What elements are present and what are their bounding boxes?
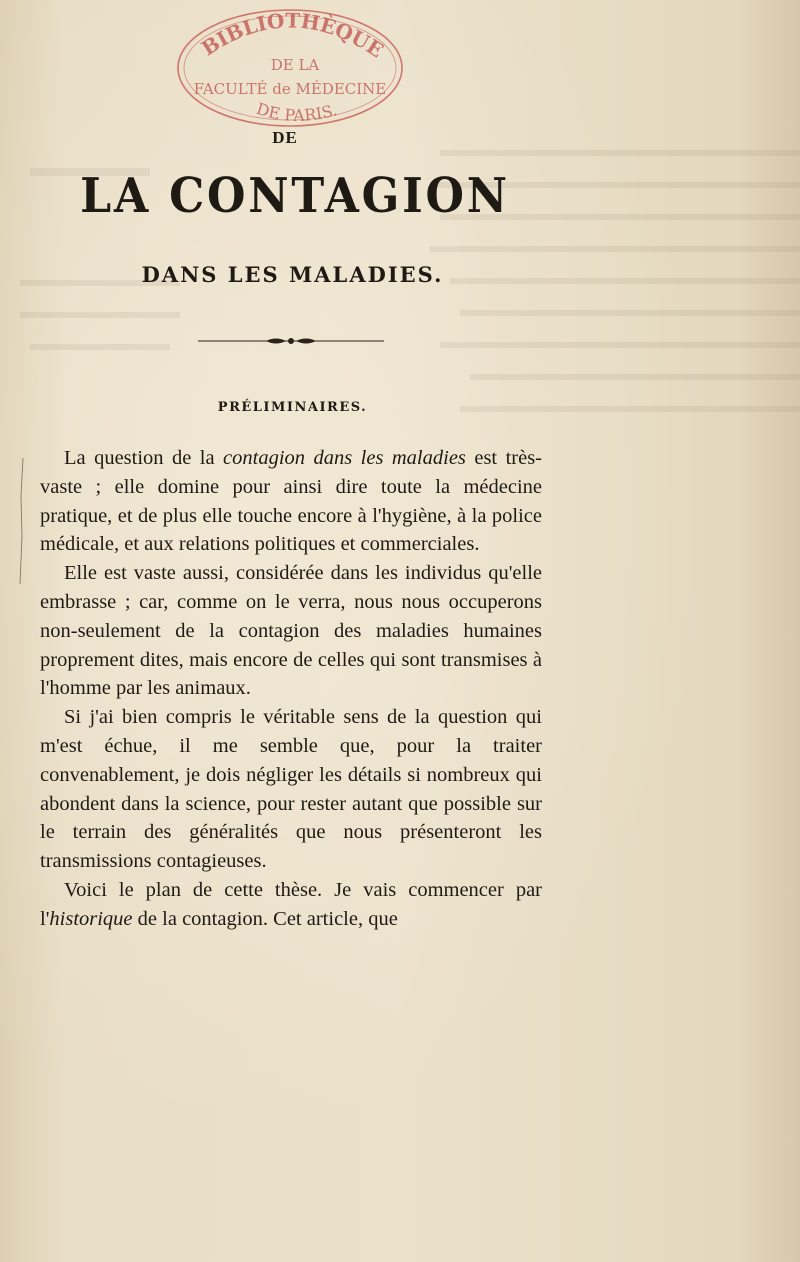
paragraph-1	[40, 444, 542, 559]
paragraph-4	[40, 876, 542, 934]
section-heading: PRÉLIMINAIRES.	[217, 400, 368, 415]
stamp-line-3: FACULTÉ de MÉDECINE	[193, 80, 387, 98]
library-stamp	[170, 2, 410, 140]
stamp-line-4: DE PARIS.	[254, 98, 340, 125]
page-subtitle: DANS LES MALADIES.	[141, 262, 444, 287]
paragraph-4-text-a: Voici le plan de cette thèse. Je vais commencer par l'	[40, 878, 542, 930]
body-text	[40, 444, 542, 934]
paragraph-4-text-c: de la contagion. Cet article, que	[132, 907, 398, 930]
stamp-line-2: DE LA	[270, 56, 320, 74]
paragraph-1-italic: contagion dans les maladies	[223, 447, 466, 469]
paragraph-4-italic: historique	[49, 907, 133, 930]
svg-text:DE PARIS.	[254, 99, 339, 125]
heading-de: DE	[272, 128, 298, 147]
margin-pencil-mark	[18, 456, 26, 586]
paragraph-1-text-c: est très-vaste ; elle domine pour ainsi dire toute la médecine pratique, et de plus elle touche encore à l'hygiène, à la police médicale, et aux relations politiques et commerciales.	[40, 447, 543, 556]
ornamental-divider	[196, 334, 386, 348]
page-title: LA CONTAGION	[80, 168, 510, 224]
paragraph-3: Si j'ai bien compris le véritable sens de la question qui m'est échue, il me semble que, pour la traiter convenablement, je dois négliger les détails si nombreux qui abondent dans la science, pour rester autant que possible sur le terrain des généralités que nous présenteront les transmissions contagieuses.	[40, 706, 542, 873]
svg-text:BIBLIOTHÈQUE	[197, 8, 388, 62]
stamp-line-1: BIBLIOTHÈQUE	[197, 8, 388, 63]
paragraph-2: Elle est vaste aussi, considérée dans les individus qu'elle embrasse ; car, comme on le verra, nous nous occuperons non-seulement de la contagion des maladies humaines proprement dites, mais encore de celles qui sont transmises à l'homme par les animaux.	[40, 562, 542, 700]
paragraph-1-text-a: La question de la	[64, 447, 224, 469]
